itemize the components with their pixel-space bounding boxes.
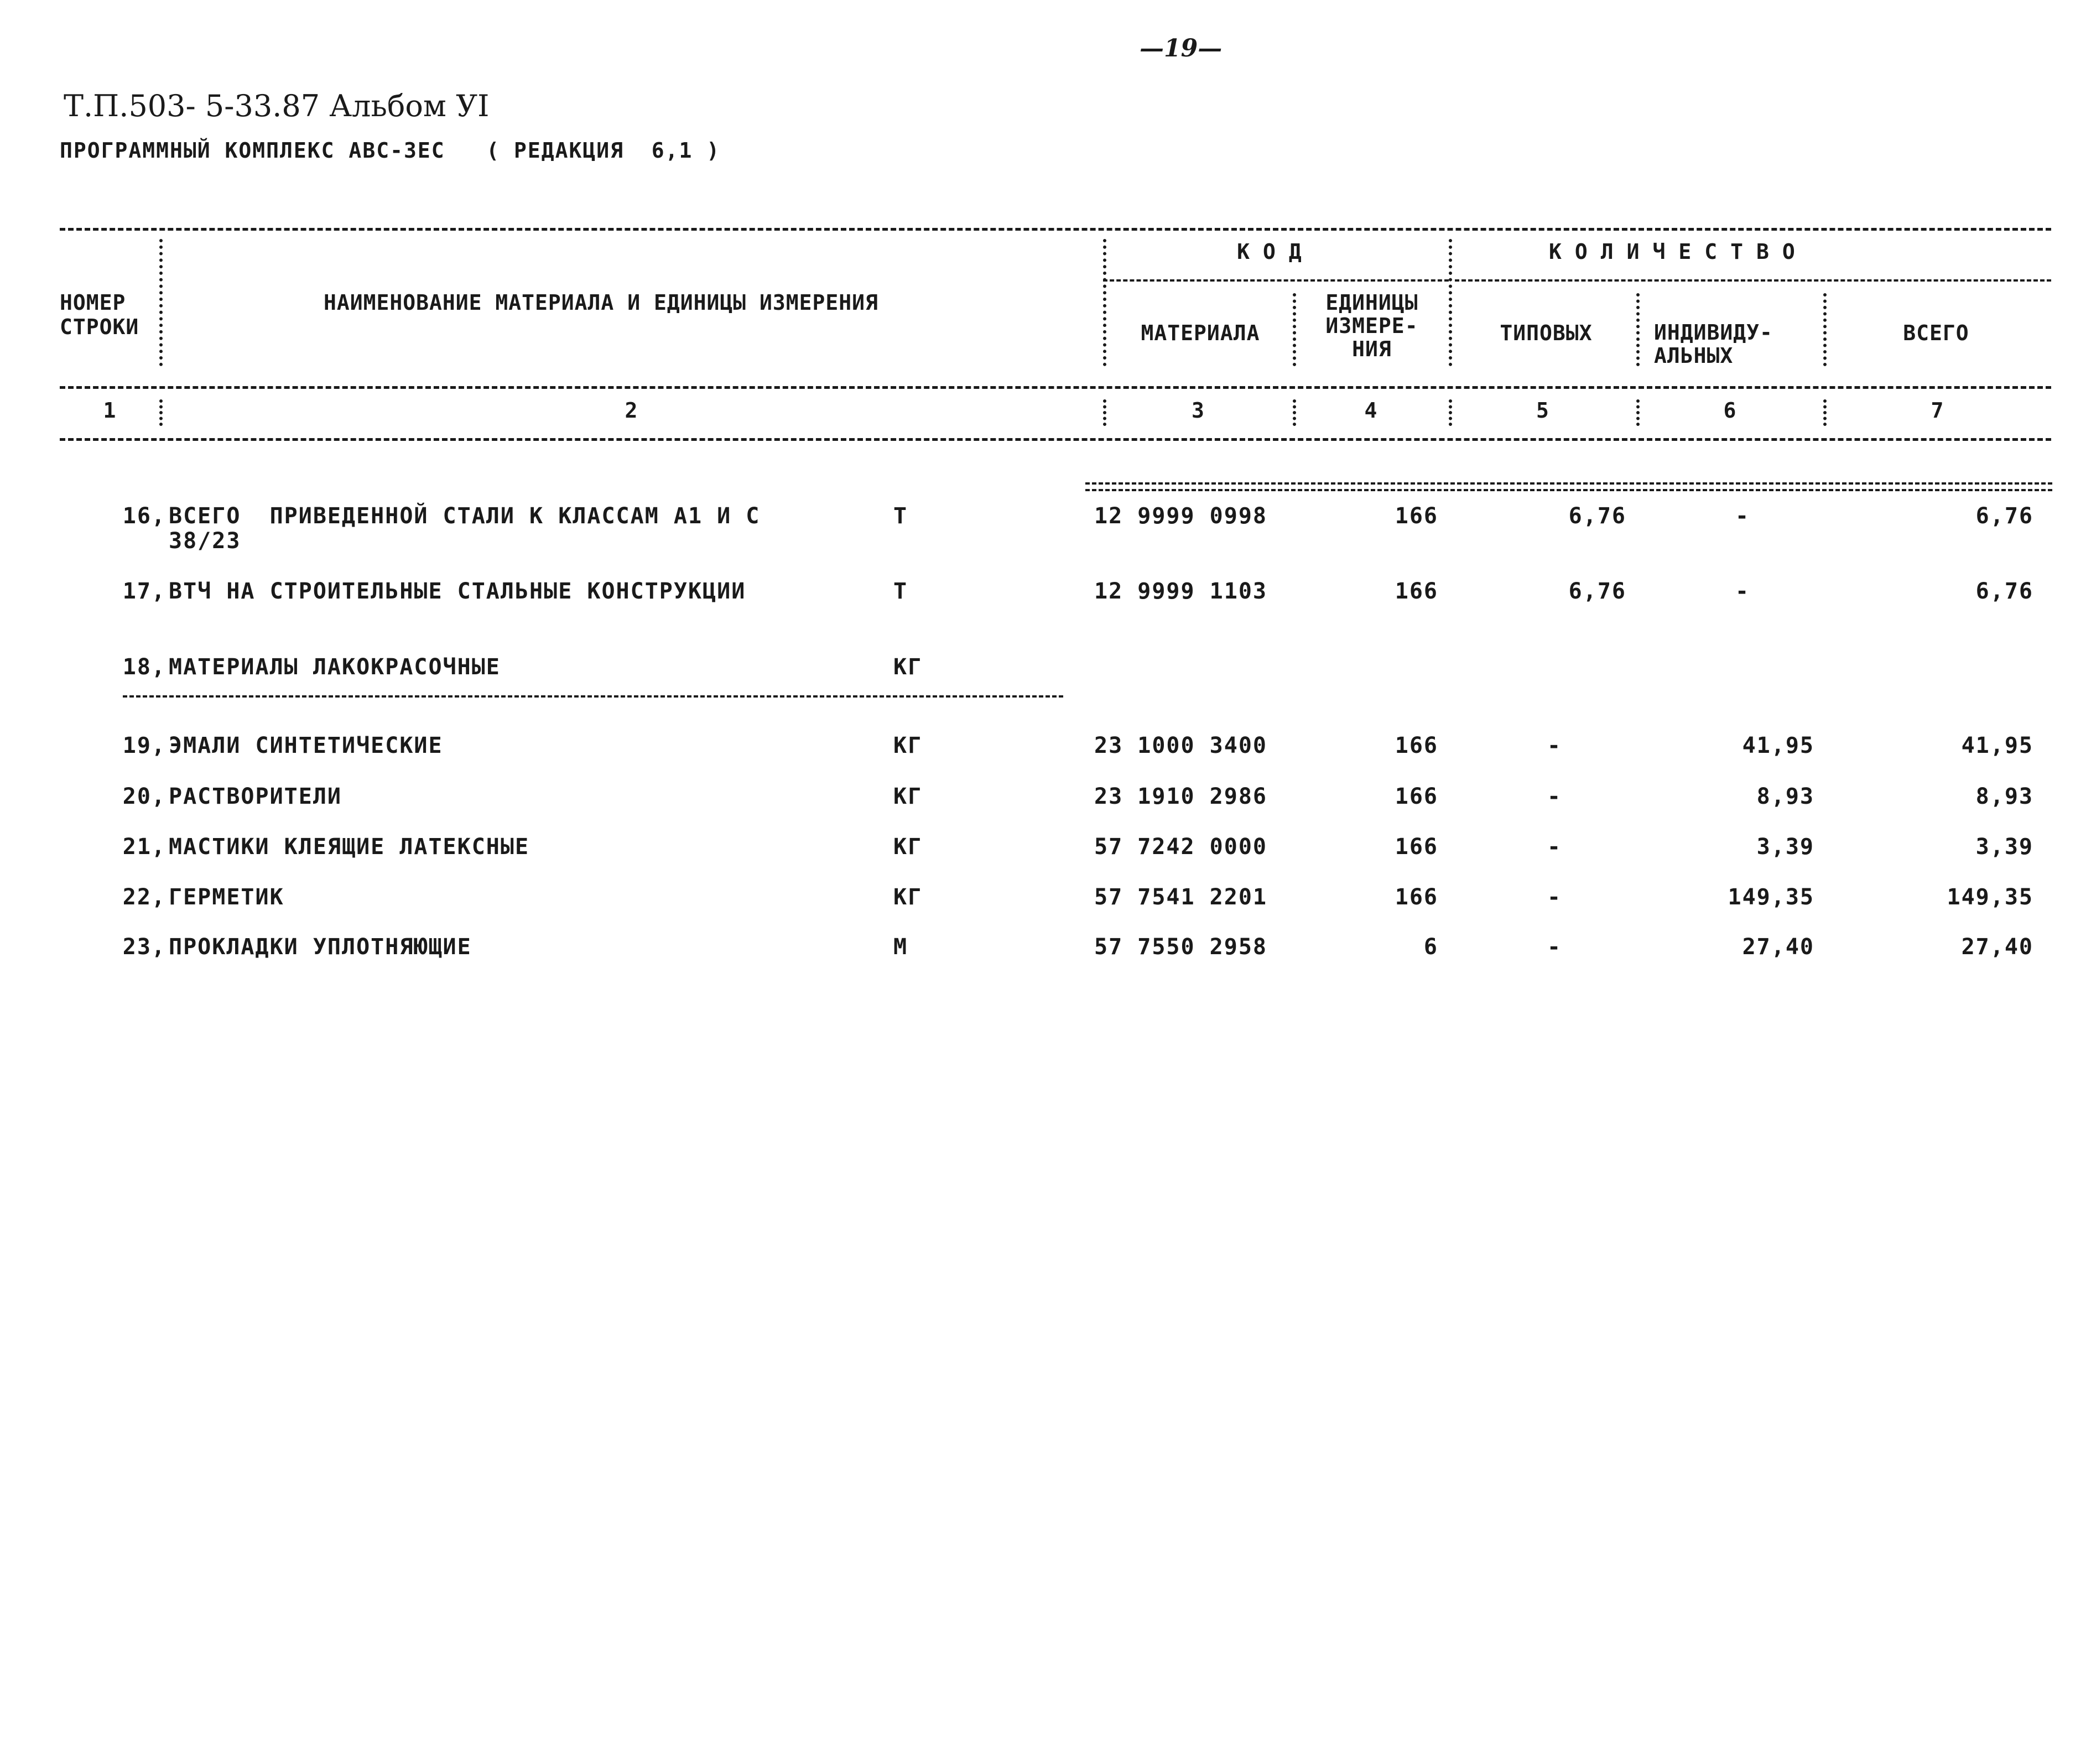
qty-individual: - xyxy=(1735,503,1750,529)
qty-individual: 8,93 xyxy=(1756,784,1814,809)
qty-group-rule xyxy=(1455,279,2051,282)
qty-total: 41,95 xyxy=(1961,733,2033,758)
row-number: 20, xyxy=(122,784,166,809)
material-name: ЭМАЛИ СИНТЕТИЧЕСКИЕ xyxy=(169,733,443,758)
qty-typical: - xyxy=(1547,834,1562,860)
section-double-rule xyxy=(1085,482,2052,491)
unit: КГ xyxy=(893,733,923,758)
unit-code: 166 xyxy=(1395,884,1438,910)
qty-individual: - xyxy=(1735,579,1750,604)
header-name: НАИМЕНОВАНИЕ МАТЕРИАЛА И ЕДИНИЦЫ ИЗМЕРЕНИЯ xyxy=(324,290,878,315)
document-subtitle: ПРОГРАММНЫЙ КОМПЛЕКС АВС-ЗЕС ( РЕДАКЦИЯ 6,1 ) xyxy=(60,138,721,163)
header-mid-rule xyxy=(60,386,2051,389)
header-top-rule xyxy=(60,228,2051,231)
qty-total: 27,40 xyxy=(1961,934,2033,960)
column-number: 7 xyxy=(1931,398,1944,423)
header-code-material: МАТЕРИАЛА xyxy=(1141,321,1260,345)
qty-total: 6,76 xyxy=(1975,503,2033,529)
unit-code: 6 xyxy=(1423,934,1438,960)
row-number: 23, xyxy=(122,934,166,960)
material-code: 12 9999 0998 xyxy=(1094,503,1267,529)
col-separator xyxy=(159,239,163,366)
col-separator xyxy=(1293,293,1296,366)
material-name: МАТЕРИАЛЫ ЛАКОКРАСОЧНЫЕ xyxy=(169,654,501,680)
header-code-group: КОД xyxy=(1237,240,1315,264)
header-qty-typical: ТИПОВЫХ xyxy=(1500,321,1593,345)
qty-typical: - xyxy=(1547,884,1562,910)
qty-individual: 27,40 xyxy=(1742,934,1814,960)
unit-code: 166 xyxy=(1395,834,1438,860)
material-code: 57 7541 2201 xyxy=(1094,884,1267,910)
material-code: 57 7242 0000 xyxy=(1094,834,1267,860)
col-separator xyxy=(1636,293,1640,366)
col-separator xyxy=(1823,293,1827,366)
document-title: Т.П.503- 5-33.87 Альбом УI xyxy=(64,89,490,123)
material-name-continued: 38/23 xyxy=(169,528,241,554)
qty-total: 3,39 xyxy=(1975,834,2033,860)
unit: КГ xyxy=(893,654,923,680)
column-number: 5 xyxy=(1536,398,1549,423)
qty-individual: 3,39 xyxy=(1756,834,1814,860)
qty-typical: - xyxy=(1547,934,1562,960)
qty-typical: 6,76 xyxy=(1568,503,1626,529)
material-name: МАСТИКИ КЛЕЯЩИЕ ЛАТЕКСНЫЕ xyxy=(169,834,530,860)
unit: М xyxy=(893,934,908,960)
unit-code: 166 xyxy=(1395,503,1438,529)
qty-individual: 149,35 xyxy=(1728,884,1814,910)
material-code: 23 1000 3400 xyxy=(1094,733,1267,758)
material-code: 57 7550 2958 xyxy=(1094,934,1267,960)
material-name: ГЕРМЕТИК xyxy=(169,884,284,910)
material-name: ПРОКЛАДКИ УПЛОТНЯЮЩИЕ xyxy=(169,934,472,960)
material-name: ВТЧ НА СТРОИТЕЛЬНЫЕ СТАЛЬНЫЕ КОНСТРУКЦИИ xyxy=(169,579,746,604)
unit: КГ xyxy=(893,834,923,860)
qty-total: 8,93 xyxy=(1975,784,2033,809)
header-qty-group: КОЛИЧЕСТВО xyxy=(1549,240,1808,264)
qty-individual: 41,95 xyxy=(1742,733,1814,758)
material-code: 12 9999 1103 xyxy=(1094,579,1267,604)
qty-total: 6,76 xyxy=(1975,579,2033,604)
row-number: 18, xyxy=(122,654,166,680)
header-code-unit: ЕДИНИЦЫ ИЗМЕРЕ- НИЯ xyxy=(1325,290,1418,361)
material-code: 23 1910 2986 xyxy=(1094,784,1267,809)
column-number: 1 xyxy=(103,398,116,423)
row-number: 22, xyxy=(122,884,166,910)
qty-typical: - xyxy=(1547,733,1562,758)
row-number: 17, xyxy=(122,579,166,604)
row-number: 16, xyxy=(122,503,166,529)
column-number: 4 xyxy=(1364,398,1377,423)
column-number: 6 xyxy=(1723,398,1736,423)
header-qty-total: ВСЕГО xyxy=(1903,321,1969,345)
material-name: РАСТВОРИТЕЛИ xyxy=(169,784,342,809)
unit: КГ xyxy=(893,884,923,910)
unit-code: 166 xyxy=(1395,733,1438,758)
unit: Т xyxy=(893,503,908,529)
col-separator xyxy=(1449,239,1452,366)
unit: КГ xyxy=(893,784,923,809)
column-number: 2 xyxy=(625,398,638,423)
unit-code: 166 xyxy=(1395,784,1438,809)
header-row-number: НОМЕР СТРОКИ xyxy=(60,290,139,339)
page-number: —19— xyxy=(1140,34,1223,63)
group-underline xyxy=(123,695,1063,698)
row-number: 21, xyxy=(122,834,166,860)
row-number: 19, xyxy=(122,733,166,758)
qty-total: 149,35 xyxy=(1947,884,2033,910)
material-name: ВСЕГО ПРИВЕДЕННОЙ СТАЛИ К КЛАССАМ А1 И С xyxy=(169,503,761,529)
qty-typical: - xyxy=(1547,784,1562,809)
code-group-rule xyxy=(1103,279,1449,282)
column-number: 3 xyxy=(1192,398,1204,423)
header-bottom-rule xyxy=(60,438,2051,441)
unit-code: 166 xyxy=(1395,579,1438,604)
unit: Т xyxy=(893,579,908,604)
header-qty-individual: ИНДИВИДУ- АЛЬНЫХ xyxy=(1654,320,1773,368)
qty-typical: 6,76 xyxy=(1568,579,1626,604)
